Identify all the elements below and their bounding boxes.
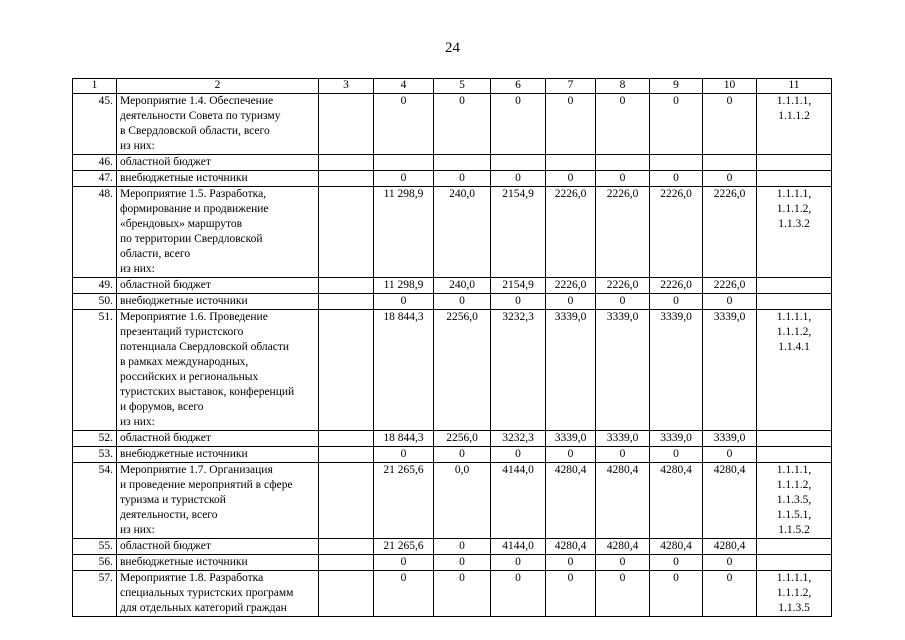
activity-name (117, 571, 319, 617)
value-cell: 4280,4 (703, 539, 757, 555)
value-cell: 0 (546, 571, 596, 617)
target-indicators (757, 294, 832, 310)
column-header: 1 (73, 79, 117, 94)
value-cell: 3339,0 (650, 431, 703, 447)
value-cell: 2226,0 (703, 278, 757, 294)
value-cell: 3339,0 (703, 431, 757, 447)
target-indicator: 1.1.1.2, (776, 479, 812, 491)
activity-name-line: из них: (120, 524, 155, 536)
value-cell: 2226,0 (546, 187, 596, 278)
activity-name-line: деятельности Совета по туризму (120, 110, 281, 122)
value-cell: 0 (491, 294, 546, 310)
column-3-cell (319, 294, 374, 310)
activity-name-line: в рамках международных, (120, 356, 249, 368)
row-number: 46. (73, 155, 117, 171)
activity-name-line: туристских выставок, конференций (120, 386, 295, 398)
target-indicator: 1.1.3.2 (778, 218, 810, 230)
value-cell: 21 265,6 (374, 463, 434, 539)
activity-name-line: областной бюджет (120, 432, 211, 444)
activity-name-line: Мероприятие 1.6. Проведение (120, 311, 268, 323)
value-cell: 0 (434, 294, 491, 310)
value-cell: 0 (546, 447, 596, 463)
value-cell (374, 155, 434, 171)
target-indicator: 1.1.3.5 (778, 602, 810, 614)
value-cell: 18 844,3 (374, 431, 434, 447)
activity-name (117, 187, 319, 278)
value-cell: 2154,9 (491, 187, 546, 278)
activity-name-line: из них: (120, 416, 155, 428)
value-cell: 0 (650, 294, 703, 310)
target-indicators (757, 571, 832, 617)
value-cell: 4144,0 (491, 463, 546, 539)
activity-name-line: и форумов, всего (120, 401, 204, 413)
value-cell: 0 (434, 539, 491, 555)
column-3-cell (319, 431, 374, 447)
activity-name (117, 447, 319, 463)
value-cell: 0 (434, 171, 491, 187)
value-cell: 0 (596, 294, 650, 310)
activity-name-line: Мероприятие 1.7. Организация (120, 464, 273, 476)
target-indicator: 1.1.1.2 (778, 110, 810, 122)
value-cell (491, 155, 546, 171)
value-cell: 4280,4 (546, 463, 596, 539)
activity-name-line: туризма и туристской (120, 494, 226, 506)
target-indicators (757, 463, 832, 539)
value-cell: 0 (650, 171, 703, 187)
value-cell: 0 (650, 94, 703, 155)
value-cell: 2226,0 (596, 187, 650, 278)
value-cell: 240,0 (434, 278, 491, 294)
activity-name-line: областной бюджет (120, 279, 211, 291)
column-3-cell (319, 155, 374, 171)
value-cell: 0 (491, 555, 546, 571)
activity-name-line: специальных туристских программ (120, 587, 294, 599)
activity-name-line: деятельности, всего (120, 509, 218, 521)
table-row (73, 555, 832, 571)
activity-name-line: Мероприятие 1.5. Разработка, (120, 188, 267, 200)
target-indicators (757, 155, 832, 171)
target-indicator: 1.1.1.2, (776, 587, 812, 599)
target-indicator: 1.1.1.1, (776, 572, 812, 584)
activity-name (117, 539, 319, 555)
activity-name-line: Мероприятие 1.4. Обеспечение (120, 95, 274, 107)
row-number: 51. (73, 310, 117, 431)
column-3-cell (319, 555, 374, 571)
activity-name-line: формирование и продвижение (120, 203, 269, 215)
column-header: 10 (703, 79, 757, 94)
column-3-cell (319, 94, 374, 155)
value-cell: 0 (434, 571, 491, 617)
target-indicators (757, 278, 832, 294)
activity-name-line: из них: (120, 140, 155, 152)
table-row (73, 310, 832, 431)
activity-name (117, 155, 319, 171)
activity-name-line: в Свердловской области, всего (120, 125, 270, 137)
value-cell: 0 (650, 447, 703, 463)
value-cell: 3232,3 (491, 310, 546, 431)
value-cell: 3339,0 (703, 310, 757, 431)
target-indicator: 1.1.1.1, (776, 95, 812, 107)
value-cell: 4280,4 (650, 463, 703, 539)
target-indicators (757, 431, 832, 447)
target-indicator: 1.1.1.2, (776, 326, 812, 338)
activity-name-line: внебюджетные источники (120, 172, 248, 184)
program-activities-table (72, 78, 832, 617)
row-number: 56. (73, 555, 117, 571)
value-cell: 3339,0 (596, 431, 650, 447)
value-cell: 4280,4 (596, 463, 650, 539)
column-header: 7 (546, 79, 596, 94)
target-indicators (757, 187, 832, 278)
value-cell: 18 844,3 (374, 310, 434, 431)
value-cell: 0 (374, 94, 434, 155)
row-number: 55. (73, 539, 117, 555)
value-cell: 0 (546, 94, 596, 155)
row-number: 50. (73, 294, 117, 310)
value-cell: 2256,0 (434, 431, 491, 447)
column-header: 2 (117, 79, 319, 94)
value-cell: 0 (703, 294, 757, 310)
value-cell: 11 298,9 (374, 278, 434, 294)
activity-name (117, 278, 319, 294)
table-row (73, 463, 832, 539)
row-number: 53. (73, 447, 117, 463)
value-cell: 0 (491, 571, 546, 617)
value-cell: 0 (596, 555, 650, 571)
activity-name (117, 431, 319, 447)
table-row (73, 447, 832, 463)
value-cell: 0 (596, 571, 650, 617)
target-indicators (757, 555, 832, 571)
value-cell: 3339,0 (546, 310, 596, 431)
value-cell: 0 (703, 571, 757, 617)
value-cell: 0 (374, 447, 434, 463)
value-cell: 0 (434, 555, 491, 571)
column-3-cell (319, 539, 374, 555)
row-number: 47. (73, 171, 117, 187)
value-cell: 3232,3 (491, 431, 546, 447)
value-cell: 0 (703, 94, 757, 155)
value-cell: 3339,0 (650, 310, 703, 431)
column-3-cell (319, 463, 374, 539)
activity-name-line: презентаций туристского (120, 326, 244, 338)
row-number: 57. (73, 571, 117, 617)
column-header: 9 (650, 79, 703, 94)
row-number: 54. (73, 463, 117, 539)
value-cell: 0 (374, 171, 434, 187)
column-header: 8 (596, 79, 650, 94)
column-header: 11 (757, 79, 832, 94)
activity-name-line: области, всего (120, 248, 191, 260)
value-cell: 3339,0 (596, 310, 650, 431)
activity-name-line: Мероприятие 1.8. Разработка (120, 572, 264, 584)
value-cell: 0 (703, 447, 757, 463)
target-indicator: 1.1.5.2 (778, 524, 810, 536)
value-cell: 2226,0 (650, 278, 703, 294)
activity-name-line: «брендовых» маршрутов (120, 218, 243, 230)
activity-name-line: областной бюджет (120, 540, 211, 552)
column-3-cell (319, 187, 374, 278)
table-row (73, 155, 832, 171)
activity-name (117, 171, 319, 187)
value-cell (434, 155, 491, 171)
table-row (73, 539, 832, 555)
value-cell: 2226,0 (650, 187, 703, 278)
target-indicator: 1.1.1.1, (776, 188, 812, 200)
value-cell: 2226,0 (703, 187, 757, 278)
target-indicator: 1.1.1.1, (776, 464, 812, 476)
value-cell: 4280,4 (596, 539, 650, 555)
value-cell: 2226,0 (596, 278, 650, 294)
target-indicator: 1.1.1.2, (776, 203, 812, 215)
value-cell: 0 (546, 171, 596, 187)
activity-name-line: внебюджетные источники (120, 556, 248, 568)
column-header: 4 (374, 79, 434, 94)
table-row (73, 278, 832, 294)
value-cell: 0 (596, 447, 650, 463)
value-cell: 0 (650, 555, 703, 571)
activity-name-line: потенциала Свердловской области (120, 341, 290, 353)
column-header: 5 (434, 79, 491, 94)
value-cell: 0 (491, 447, 546, 463)
activity-name-line: областной бюджет (120, 156, 211, 168)
target-indicators (757, 94, 832, 155)
page-number: 24 (445, 40, 460, 56)
value-cell: 21 265,6 (374, 539, 434, 555)
column-header: 3 (319, 79, 374, 94)
value-cell: 0 (491, 94, 546, 155)
row-number: 48. (73, 187, 117, 278)
target-indicator: 1.1.3.5, (776, 494, 812, 506)
value-cell: 0 (374, 294, 434, 310)
value-cell (596, 155, 650, 171)
value-cell: 0 (596, 171, 650, 187)
target-indicator: 1.1.5.1, (776, 509, 812, 521)
column-3-cell (319, 447, 374, 463)
value-cell: 11 298,9 (374, 187, 434, 278)
value-cell (650, 155, 703, 171)
value-cell: 4280,4 (650, 539, 703, 555)
column-3-cell (319, 278, 374, 294)
target-indicators (757, 539, 832, 555)
value-cell (546, 155, 596, 171)
value-cell: 4144,0 (491, 539, 546, 555)
target-indicator: 1.1.1.1, (776, 311, 812, 323)
row-number: 52. (73, 431, 117, 447)
target-indicators (757, 447, 832, 463)
value-cell: 0 (546, 555, 596, 571)
table-row (73, 171, 832, 187)
value-cell: 4280,4 (703, 463, 757, 539)
activity-name (117, 310, 319, 431)
value-cell: 0 (434, 447, 491, 463)
activity-name-line: внебюджетные источники (120, 295, 248, 307)
target-indicators (757, 171, 832, 187)
value-cell: 0 (374, 555, 434, 571)
table-row (73, 187, 832, 278)
activity-name-line: из них: (120, 263, 155, 275)
row-number: 49. (73, 278, 117, 294)
value-cell: 0 (546, 294, 596, 310)
row-number: 45. (73, 94, 117, 155)
value-cell: 0 (650, 571, 703, 617)
activity-name-line: российских и региональных (120, 371, 259, 383)
table-row (73, 431, 832, 447)
value-cell (703, 155, 757, 171)
column-header: 6 (491, 79, 546, 94)
value-cell: 2256,0 (434, 310, 491, 431)
activity-name (117, 555, 319, 571)
value-cell: 0 (703, 555, 757, 571)
value-cell: 2226,0 (546, 278, 596, 294)
value-cell: 0 (703, 171, 757, 187)
target-indicator: 1.1.4.1 (778, 341, 810, 353)
table-row (73, 94, 832, 155)
column-3-cell (319, 310, 374, 431)
table-row (73, 571, 832, 617)
column-3-cell (319, 171, 374, 187)
column-3-cell (319, 571, 374, 617)
activity-name-line: и проведение мероприятий в сфере (120, 479, 293, 491)
value-cell: 240,0 (434, 187, 491, 278)
activity-name (117, 463, 319, 539)
activity-name (117, 294, 319, 310)
table-row (73, 294, 832, 310)
activity-name-line: по территории Свердловской (120, 233, 263, 245)
value-cell: 0 (596, 94, 650, 155)
value-cell: 0 (434, 94, 491, 155)
activity-name (117, 94, 319, 155)
value-cell: 0 (374, 571, 434, 617)
value-cell: 2154,9 (491, 278, 546, 294)
value-cell: 0,0 (434, 463, 491, 539)
target-indicators (757, 310, 832, 431)
value-cell: 0 (491, 171, 546, 187)
table-header-row (73, 79, 832, 94)
value-cell: 3339,0 (546, 431, 596, 447)
value-cell: 4280,4 (546, 539, 596, 555)
activity-name-line: внебюджетные источники (120, 448, 248, 460)
activity-name-line: для отдельных категорий граждан (120, 602, 287, 614)
